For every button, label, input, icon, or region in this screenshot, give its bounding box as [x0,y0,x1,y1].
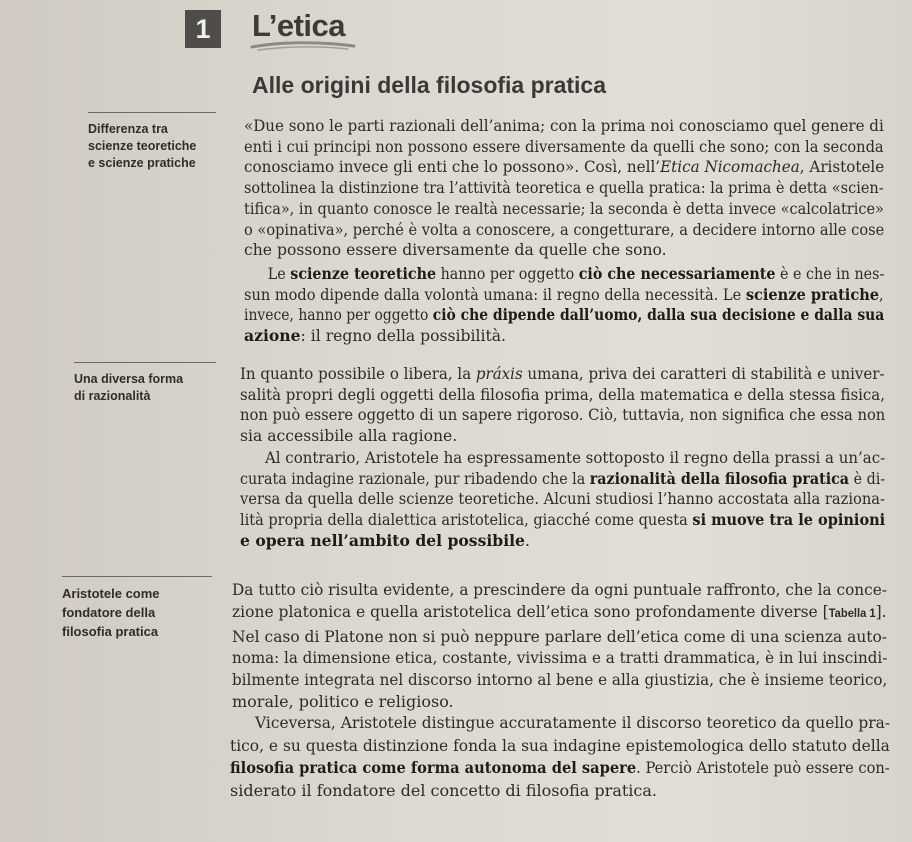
sidenote-line: di razionalità [74,389,151,403]
text-line: zione platonica e quella aristotelica dell’etica sono profondamente diverse [Tabella 1]. [232,601,887,621]
text-line: In quanto possibile o libera, la práxis umana, priva dei caratteri di stabilità e univer- [240,365,885,383]
section-title: Alle origini della filosofia pratica [252,72,607,98]
sidenote-line: Differenza tra [88,122,168,136]
text-line: versa da quella delle scienze teoretiche. Alcuni studiosi l’hanno accostata alla raziona- [240,490,886,509]
text-line: Viceversa, Aristotele distingue accuratamente il discorso teoretico da quello pra- [255,713,891,732]
sidenote-fondatore [62,584,160,641]
paragraph [230,712,890,802]
sidenote-divider [74,362,216,363]
sidenote-line: filosofia pratica [62,624,159,639]
text-line: invece, hanno per oggetto ciò che dipende dall’uomo, dalla sua decisione e dalla sua [244,305,885,325]
text-line: noma: la dimensione etica, costante, vivissima e a tratti drammatica, è in lui inscindi- [232,648,888,668]
paragraph [240,448,885,552]
text-line: lità propria della dialettica aristotelica, giacché come questa si muove tra le opinioni [240,510,886,530]
text-line: bilmente integrata nel discorso intorno al bene e alla giustizia, che è insieme teorico, [232,670,888,690]
text-line: che possono essere diversamente da quelle che sono. [244,241,667,260]
text-line: o «opinativa», perché è volta a conoscere, a congetturare, a decidere intorno alle cose [244,220,885,239]
paragraph [232,579,887,713]
text-line: morale, politico e religioso. [232,691,454,711]
text-line: e opera nell’ambito del possibile. [240,530,530,550]
text-line: Le scienze teoretiche hanno per oggetto ciò che necessariamente è e che in nes- [267,264,885,283]
paragraph [244,116,884,261]
text-line: Da tutto ciò risulta evidente, a prescindere da ogni puntuale raffronto, che la conce- [232,580,887,599]
text-line: filosofia pratica come forma autonoma del sapere. Perciò Aristotele può essere con- [230,758,890,777]
text-line: Nel caso di Platone non si può neppure parlare dell’etica come di una scienza auto- [232,626,888,646]
text-line: Al contrario, Aristotele ha espressamente sottoposto il regno della prassi a un’ac- [264,449,886,467]
paragraph [244,264,884,347]
text-line: azione: il regno della possibilità. [244,326,507,346]
chapter-title: L’etica [252,8,345,43]
text-line: curata indagine razionale, pur ribadendo che la razionalità della filosofia pratica è di- [240,468,886,488]
text-line: conosciamo invece gli enti che lo possono». Così, nell’Etica Nicomachea, Aristotele [244,158,885,177]
sidenote-line: e scienze pratiche [88,156,196,170]
text-line: siderato il fondatore del concetto di filosofia pratica. [230,780,657,800]
sidenote-divider [88,112,216,113]
text-line: «Due sono le parti razionali dell’anima; con la prima noi conosciamo quel genere di [244,117,884,135]
chapter-number-badge: 1 [185,10,221,48]
text-line: sun modo dipende dalla volontà umana: il regno della necessità. Le scienze pratiche, [244,284,884,304]
sidenote-differenza [88,121,196,172]
sidenote-line: scienze teoretiche [88,139,197,153]
text-line: sottolinea la distinzione tra l’attività teoretica e quella pratica: la prima è detta «scien- [244,179,884,198]
text-line: non può essere oggetto di un sapere rigoroso. Ciò, tuttavia, non significa che essa non [240,406,886,425]
text-line: tifica», in quanto conosce le realtà necessarie; la seconda è detta invece «calcolatrice» [244,199,884,218]
table-reference[interactable]: Tabella 1 [828,607,876,620]
text-line: tico, e su questa distinzione fonda la sua indagine epistemologica dello statuto della [230,735,890,755]
text-line: salità propri degli oggetti della filosofia prima, della matematica e della stessa fisica, [240,385,885,404]
title-underline-swoosh [248,38,358,52]
sidenote-razionalita [74,371,183,405]
text-line: sia accessibile alla ragione. [240,427,458,446]
sidenote-divider [62,576,212,577]
sidenote-line: Aristotele come [62,586,160,601]
text-line: enti i cui principi non possono essere diversamente da quelli che sono; con la seconda [244,137,884,156]
paragraph [240,364,885,447]
sidenote-line: fondatore della [62,605,156,620]
sidenote-line: Una diversa forma [74,372,184,386]
